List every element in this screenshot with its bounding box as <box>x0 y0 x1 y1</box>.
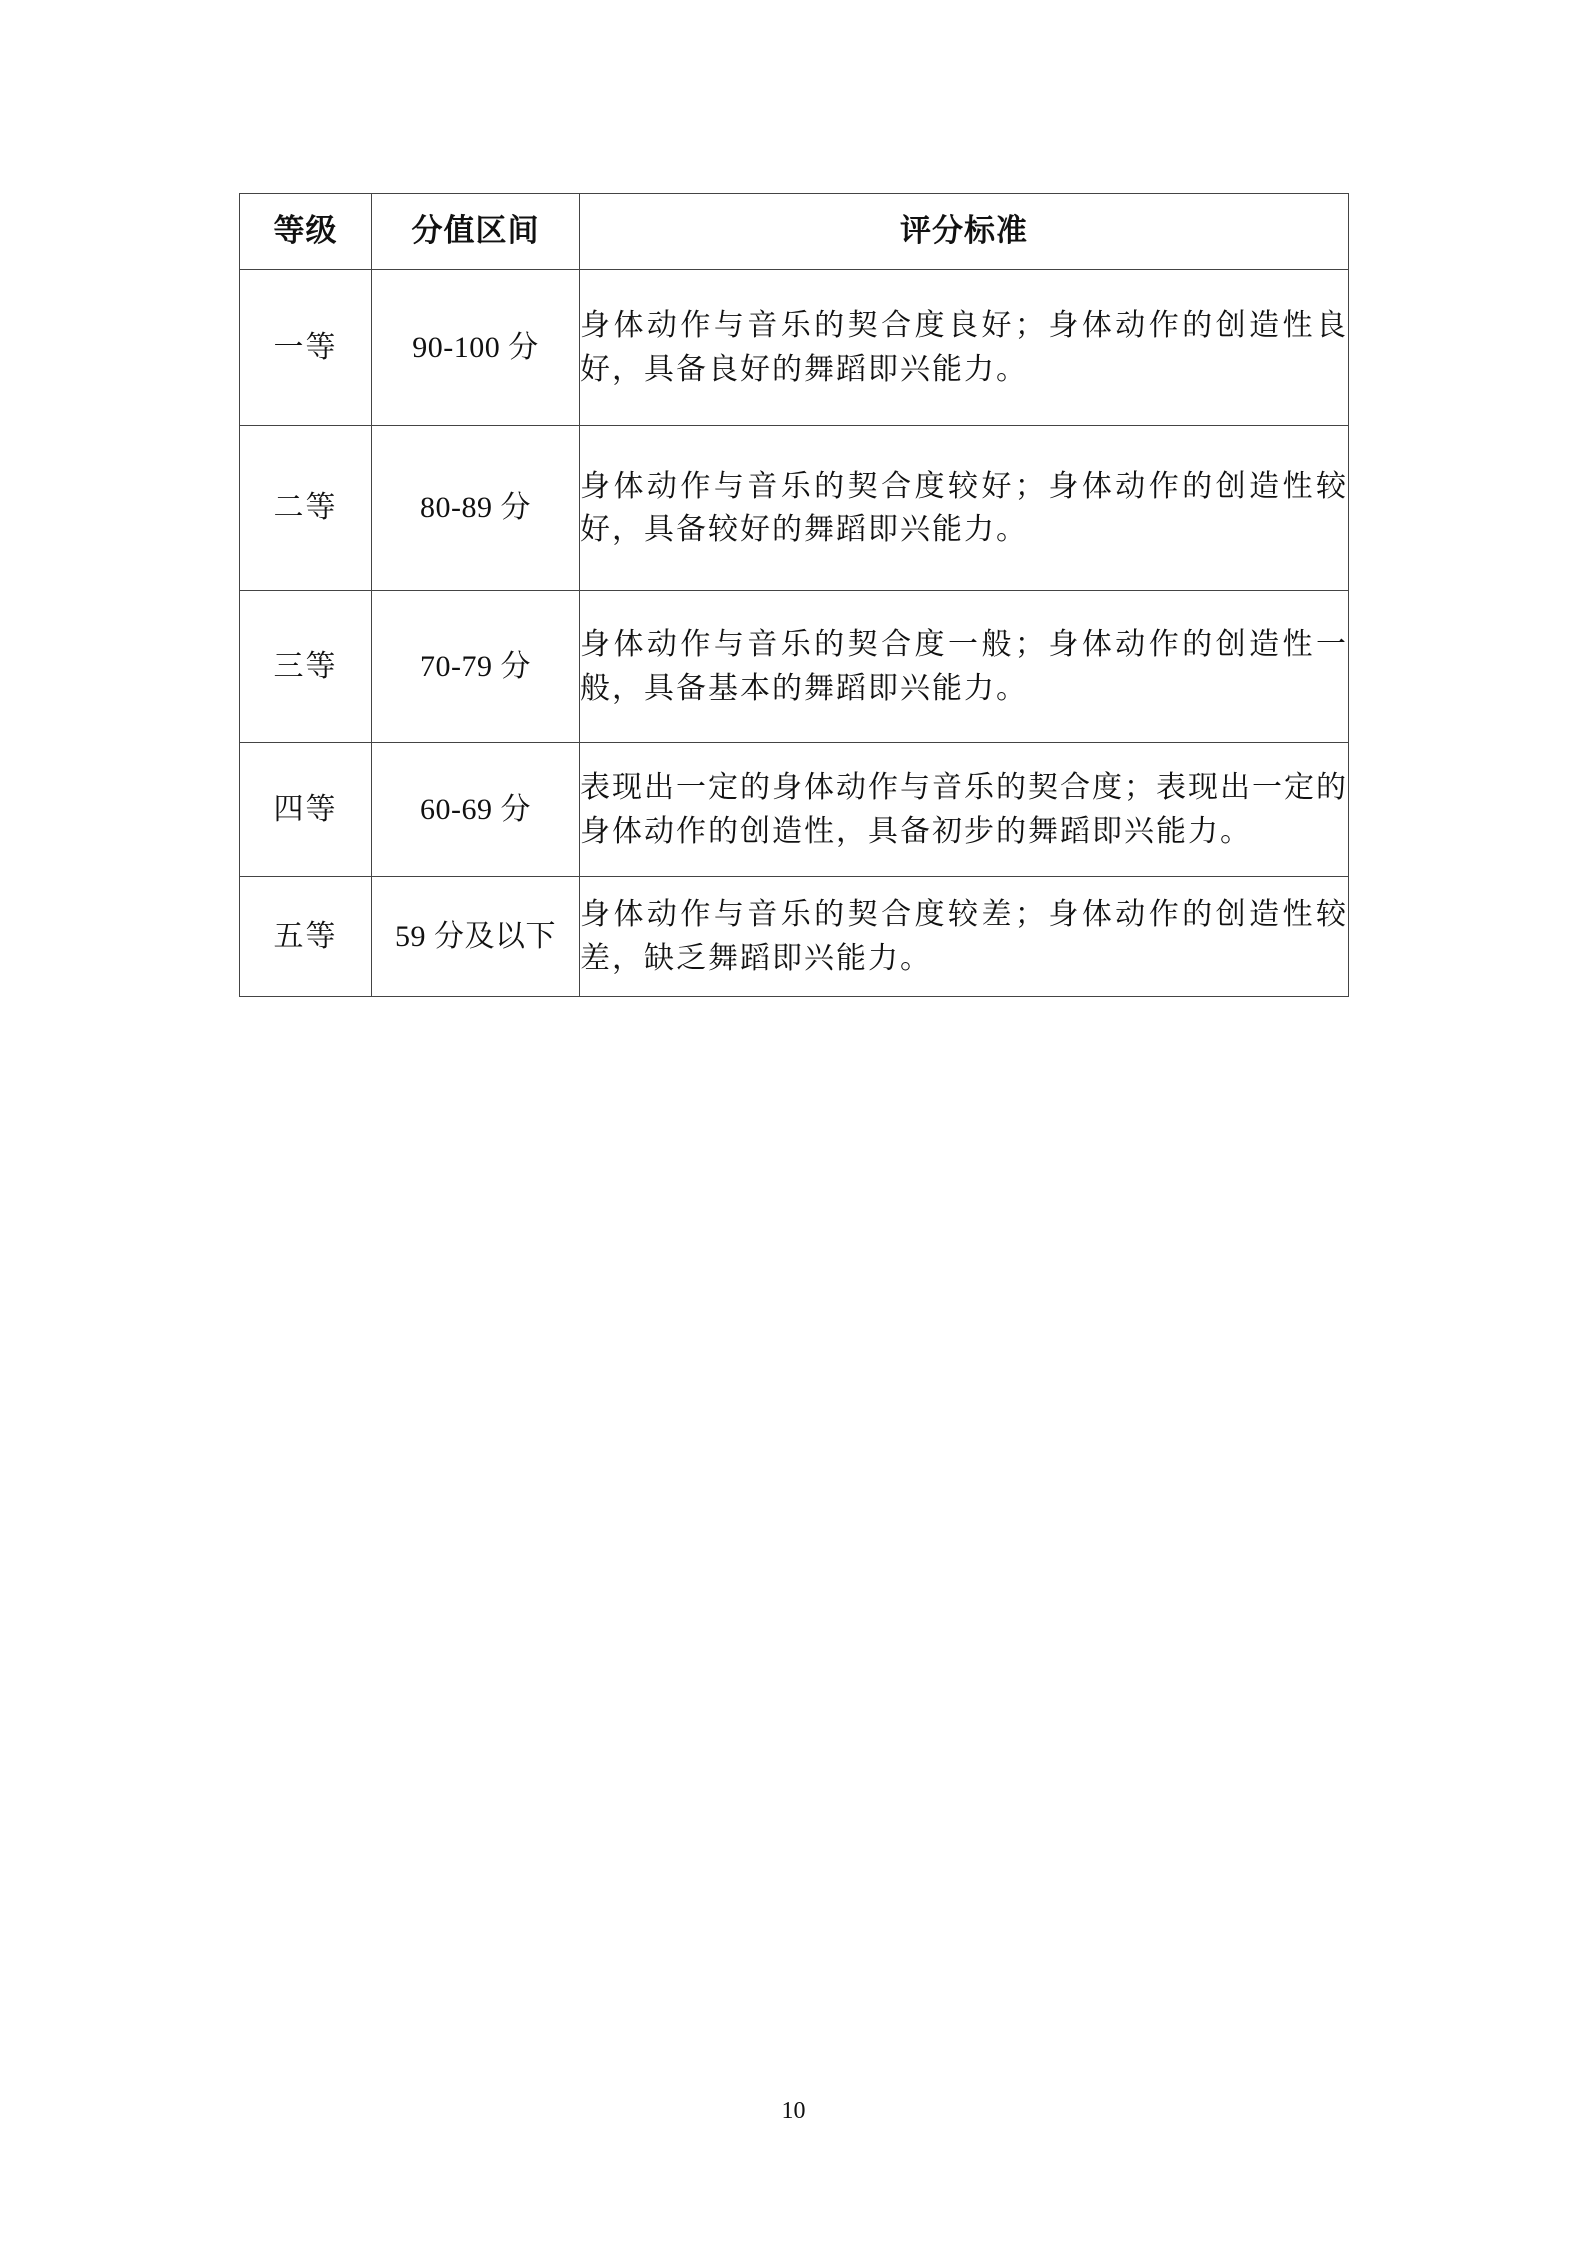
table-row <box>240 426 1349 591</box>
table-header <box>240 194 1349 270</box>
page-number: 10 <box>781 2098 806 2124</box>
score-range-cell: 60-69 分 <box>372 743 580 877</box>
score-range-cell: 70-79 分 <box>372 591 580 743</box>
scoring-table <box>239 193 1349 997</box>
table-header-row <box>240 194 1349 270</box>
score-range-cell: 90-100 分 <box>372 270 580 426</box>
table-body <box>240 270 1349 997</box>
criteria-cell: 身体动作与音乐的契合度良好；身体动作的创造性良好，具备良好的舞蹈即兴能力。 <box>580 270 1349 426</box>
criteria-cell: 身体动作与音乐的契合度较差；身体动作的创造性较差，缺乏舞蹈即兴能力。 <box>580 877 1349 997</box>
table-row <box>240 270 1349 426</box>
score-range-cell: 59 分及以下 <box>372 877 580 997</box>
table-row <box>240 743 1349 877</box>
grade-cell: 五等 <box>240 877 372 997</box>
criteria-cell: 身体动作与音乐的契合度一般；身体动作的创造性一般，具备基本的舞蹈即兴能力。 <box>580 591 1349 743</box>
header-grade: 等级 <box>240 194 372 270</box>
table-row <box>240 591 1349 743</box>
grade-cell: 一等 <box>240 270 372 426</box>
grade-cell: 四等 <box>240 743 372 877</box>
criteria-cell: 身体动作与音乐的契合度较好；身体动作的创造性较好，具备较好的舞蹈即兴能力。 <box>580 426 1349 591</box>
header-criteria: 评分标准 <box>580 194 1349 270</box>
grade-cell: 二等 <box>240 426 372 591</box>
score-range-cell: 80-89 分 <box>372 426 580 591</box>
criteria-cell: 表现出一定的身体动作与音乐的契合度；表现出一定的身体动作的创造性，具备初步的舞蹈即兴能力。 <box>580 743 1349 877</box>
header-score-range: 分值区间 <box>372 194 580 270</box>
grade-cell: 三等 <box>240 591 372 743</box>
table-row <box>240 877 1349 997</box>
